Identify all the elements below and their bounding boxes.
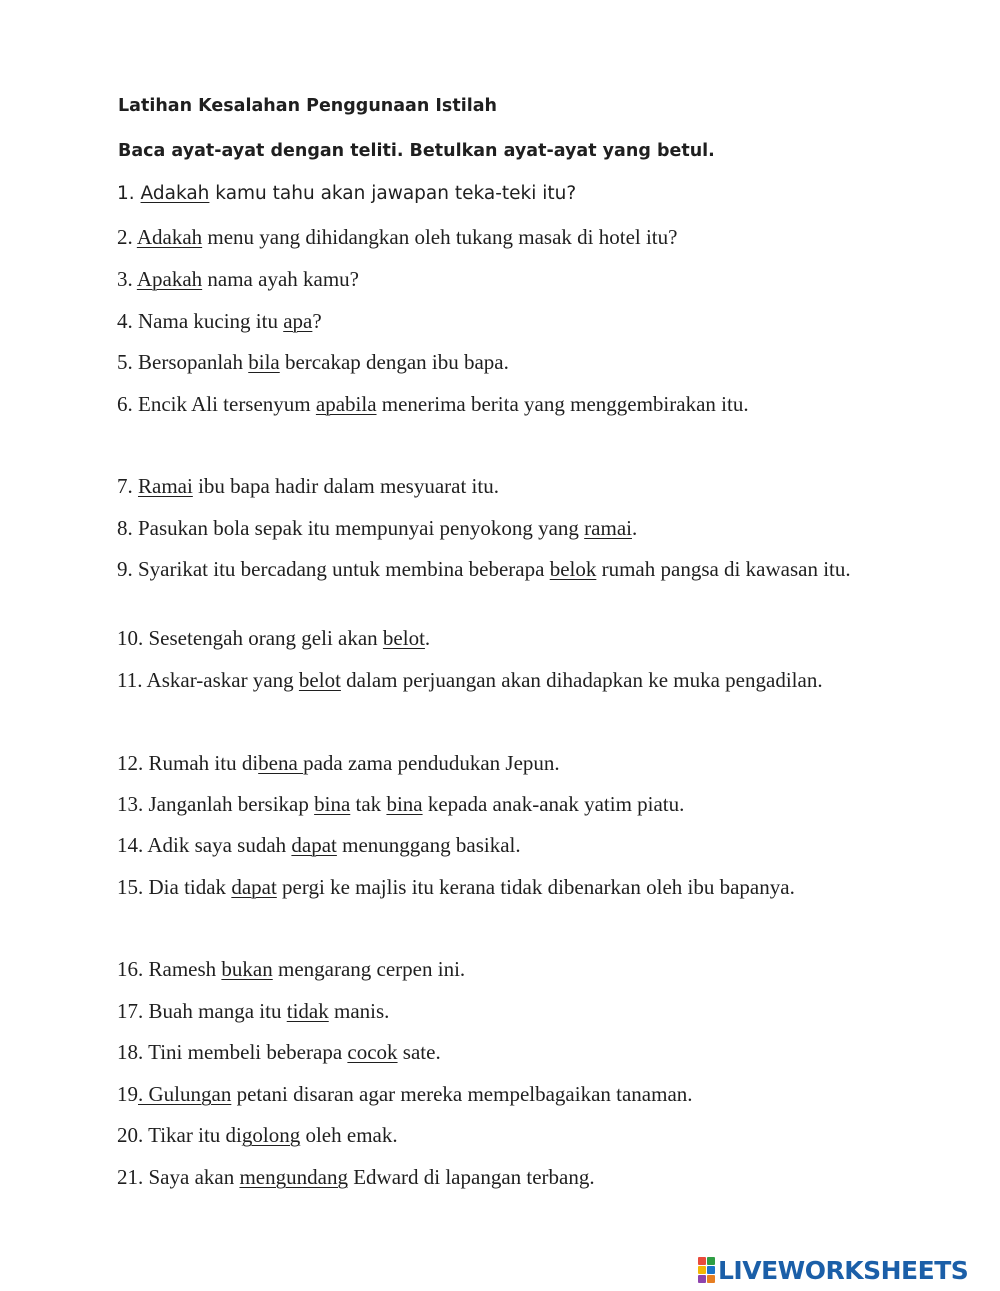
underlined-term: Adakah [136,225,203,249]
sentence-9: 9. Syarikat itu bercadang untuk membina beberapa belok rumah pangsa di kawasan itu. [117,557,851,581]
worksheet-title: Latihan Kesalahan Penggunaan Istilah [118,96,497,116]
sentence-1: 1. Adakah kamu tahu akan jawapan teka-teki itu? [117,183,577,204]
underlined-term: cocok [347,1040,398,1064]
liveworksheets-blocks-icon [698,1257,715,1283]
underlined-term: belok [549,557,597,581]
underlined-term: Ramai [138,474,193,498]
underlined-term: dapat [231,875,277,899]
liveworksheets-wordmark: LIVEWORKSHEETS [718,1255,969,1285]
underlined-term: Adakah [140,183,210,204]
sentence-8: 8. Pasukan bola sepak itu mempunyai penyokong yang ramai. [117,516,638,540]
underlined-term: Apakah [136,267,203,291]
sentence-10: 10. Sesetengah orang geli akan belot. [117,626,431,650]
sentence-15: 15. Dia tidak dapat pergi ke majlis itu kerana tidak dibenarkan oleh ibu bapanya. [117,875,795,899]
sentence-11: 11. Askar-askar yang belot dalam perjuangan akan dihadapkan ke muka pengadilan. [117,668,823,692]
logo-block [707,1257,715,1265]
logo-block [707,1266,715,1274]
underlined-term: bena [258,751,304,775]
underlined-term: ramai [584,516,632,540]
logo-block [707,1275,715,1283]
underlined-term: belot [382,626,425,650]
sentence-4: 4. Nama kucing itu apa? [117,309,322,333]
sentence-7: 7. Ramai ibu bapa hadir dalam mesyuarat itu. [117,474,499,498]
sentence-14: 14. Adik saya sudah dapat menunggang basikal. [117,833,521,857]
liveworksheets-logo [698,1255,968,1285]
worksheet-instruction: Baca ayat-ayat dengan teliti. Betulkan ayat-ayat yang betul. [118,141,715,161]
sentence-2: 2. Adakah menu yang dihidangkan oleh tukang masak di hotel itu? [117,225,678,249]
underlined-term: golong [241,1123,301,1147]
underlined-term: belot [298,668,341,692]
underlined-term: bina [314,792,351,816]
logo-block [698,1266,706,1274]
logo-block [698,1257,706,1265]
sentence-21: 21. Saya akan mengundang Edward di lapangan terbang. [117,1165,595,1189]
underlined-term: mengundang [239,1165,348,1189]
underlined-term: apabila [315,392,377,416]
sentence-20: 20. Tikar itu digolong oleh emak. [117,1123,398,1147]
underlined-term: dapat [291,833,337,857]
sentence-6: 6. Encik Ali tersenyum apabila menerima berita yang menggembirakan itu. [117,392,749,416]
underlined-term: tidak [286,999,329,1023]
underlined-term: apa [283,309,313,333]
underlined-term: bina [386,792,423,816]
underlined-term: bila [248,350,280,374]
underlined-term: . Gulungan [138,1082,232,1106]
sentence-12: 12. Rumah itu dibena pada zama pendudukan Jepun. [117,751,560,775]
sentence-13: 13. Janganlah bersikap bina tak bina kepada anak-anak yatim piatu. [117,792,685,816]
sentence-16: 16. Ramesh bukan mengarang cerpen ini. [117,957,466,981]
sentence-18: 18. Tini membeli beberapa cocok sate. [117,1040,441,1064]
sentence-5: 5. Bersopanlah bila bercakap dengan ibu bapa. [117,350,509,374]
underlined-term: bukan [221,957,273,981]
logo-block [698,1275,706,1283]
sentence-19: 19. Gulungan petani disaran agar mereka mempelbagaikan tanaman. [117,1082,693,1106]
sentence-17: 17. Buah manga itu tidak manis. [117,999,390,1023]
sentence-3: 3. Apakah nama ayah kamu? [117,267,359,291]
